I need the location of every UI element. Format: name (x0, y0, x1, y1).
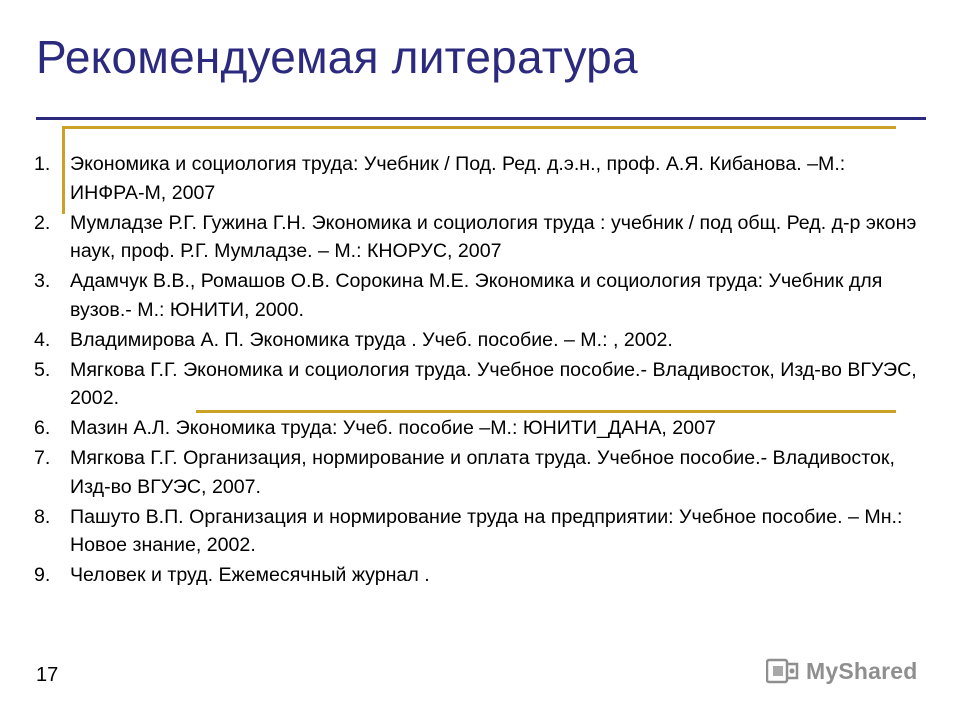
reference-text: Владимирова А. П. Экономика труда . Учеб. пособие. – М.: , 2002. (70, 328, 673, 351)
reference-item-7 (34, 444, 924, 501)
slide-title: Рекомендуемая литература (36, 31, 638, 83)
reference-number: 6. (34, 417, 51, 439)
reference-number: 1. (34, 153, 51, 175)
accent-frame-top (62, 126, 896, 129)
watermark-text: MyShared (806, 657, 918, 684)
reference-text: Адамчук В.В., Ромашов О.В. Сорокина М.Е. Экономика и социология труда: Учебник для вузов.- М.: ЮНИТИ, 2000. (70, 270, 883, 321)
reference-number: 4. (34, 328, 51, 351)
reference-number: 3. (34, 270, 51, 292)
reference-item-3 (34, 267, 924, 324)
reference-item-6 (34, 414, 924, 443)
reference-text: Мягкова Г.Г. Экономика и социология труда. Учебное пособие.- Владивосток, Изд-во ВГУЭС, 2002. (70, 358, 917, 409)
reference-list (34, 150, 924, 591)
reference-number: 9. (34, 564, 51, 586)
reference-item-5 (34, 356, 924, 413)
page-number: 17 (36, 664, 59, 686)
reference-number: 5. (34, 358, 51, 381)
reference-item-8 (34, 503, 924, 560)
reference-number: 8. (34, 505, 51, 528)
myshared-watermark (766, 656, 918, 686)
reference-item-9 (34, 561, 924, 590)
reference-text: Мягкова Г.Г. Организация, нормирование и оплата труда. Учебное пособие.- Владивосток, Изд-во ВГУЭС, 2007. (70, 447, 895, 498)
reference-item-4 (34, 326, 924, 355)
reference-text: Человек и труд. Ежемесячный журнал . (70, 564, 430, 586)
reference-item-2 (34, 209, 924, 266)
reference-text: Экономика и социология труда: Учебник / Под. Ред. д.э.н., проф. А.Я. Кибанова. –М.: ИНФРА-М, 2007 (70, 153, 846, 204)
myshared-logo-icon (766, 656, 800, 686)
reference-item-1 (34, 150, 924, 207)
reference-text: Пашуто В.П. Организация и нормирование труда на предприятии: Учебное пособие. – Мн.: Новое знание, 2002. (70, 505, 903, 556)
reference-text: Мазин А.Л. Экономика труда: Учеб. пособие –М.: ЮНИТИ_ДАНА, 2007 (70, 417, 716, 439)
reference-text: Мумладзе Р.Г. Гужина Г.Н. Экономика и социология труда : учебник / под общ. Ред. д-р эконэ наук, проф. Р.Г. Мумладзе. – М.: КНОРУС, 2007 (70, 211, 917, 262)
title-underline (36, 117, 926, 120)
reference-number: 7. (34, 447, 51, 469)
reference-number: 2. (34, 211, 51, 234)
